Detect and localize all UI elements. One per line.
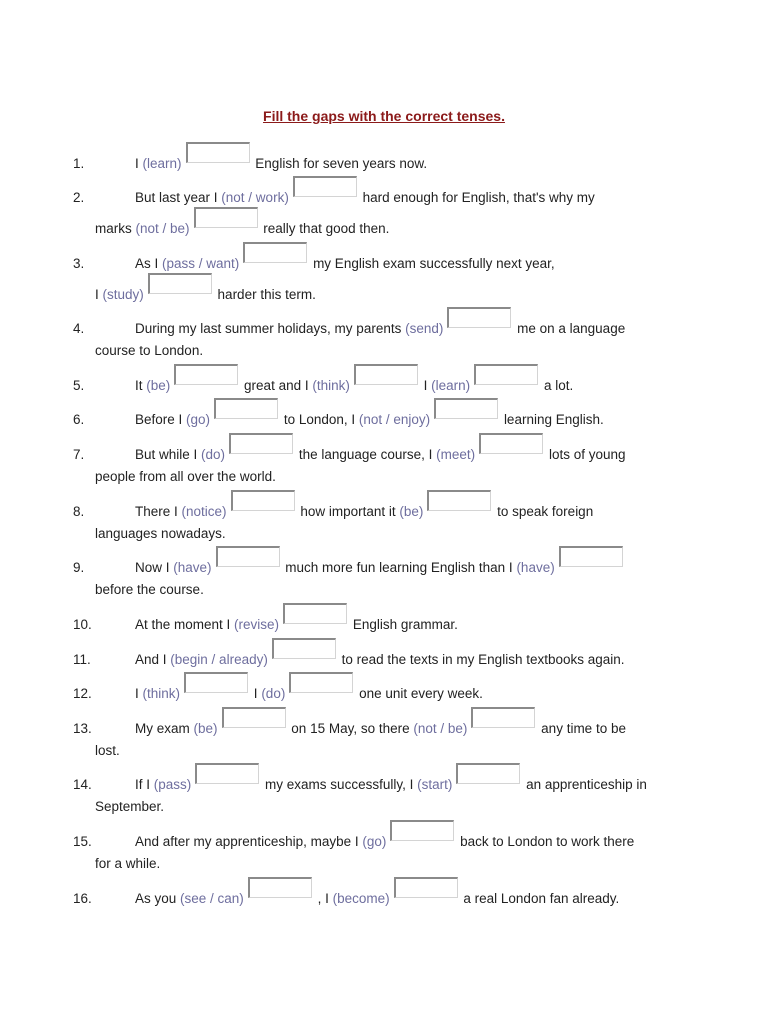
answer-gap-input[interactable]: [479, 433, 543, 454]
sentence-text: really that good then.: [263, 221, 390, 236]
answer-gap-input[interactable]: [427, 490, 491, 511]
item-number: 16.: [73, 891, 92, 906]
answer-gap-input[interactable]: [474, 364, 538, 385]
sentence-text: the language course, I: [298, 447, 437, 462]
sentence-text: languages nowadays.: [95, 526, 226, 541]
item-number: 9.: [73, 560, 85, 575]
item-number: 15.: [73, 834, 92, 849]
verb-hint: (go): [186, 412, 211, 427]
sentence-line: [135, 890, 619, 908]
sentence-text: , I: [317, 891, 333, 906]
sentence-text: people from all over the world.: [95, 469, 276, 484]
sentence-text: And I: [135, 652, 171, 667]
sentence-line: [95, 468, 276, 486]
verb-hint: (see / can): [180, 891, 244, 906]
sentence-text: lost.: [95, 743, 120, 758]
sentence-text: any time to be: [541, 721, 626, 736]
verb-hint: (think): [142, 686, 181, 701]
sentence-text: English grammar.: [352, 617, 458, 632]
sentence-text: hard enough for English, that's why my: [362, 190, 595, 205]
answer-gap-input[interactable]: [447, 307, 511, 328]
verb-hint: (be): [146, 378, 171, 393]
verb-hint: (not / be): [135, 221, 190, 236]
sentence-line: [135, 651, 625, 669]
item-number: 7.: [73, 447, 85, 462]
sentence-text: before the course.: [95, 582, 204, 597]
answer-gap-input[interactable]: [195, 763, 259, 784]
verb-hint: (send): [405, 321, 444, 336]
verb-hint: (think): [312, 378, 350, 393]
sentence-text: my exams successfully, I: [265, 777, 418, 792]
verb-hint: (begin / already): [170, 652, 268, 667]
answer-gap-input[interactable]: [194, 207, 258, 228]
verb-hint: (pass / want): [162, 256, 240, 271]
verb-hint: (study): [102, 287, 144, 302]
item-number: 1.: [73, 156, 85, 171]
sentence-text: to read the texts in my English textbooks again.: [341, 652, 625, 667]
answer-gap-input[interactable]: [471, 707, 535, 728]
sentence-line: [135, 446, 626, 464]
sentence-text: But last year I: [135, 190, 222, 205]
sentence-text: back to London to work there: [460, 834, 635, 849]
sentence-text: me on a language: [517, 321, 626, 336]
verb-hint: (start): [417, 777, 453, 792]
sentence-text: There I: [135, 504, 182, 519]
sentence-text: I: [135, 156, 143, 171]
verb-hint: (notice): [181, 504, 227, 519]
sentence-line: [135, 411, 604, 429]
answer-gap-input[interactable]: [231, 490, 295, 511]
answer-gap-input[interactable]: [394, 877, 458, 898]
sentence-text: Now I: [135, 560, 174, 575]
sentence-text: I: [423, 378, 432, 393]
sentence-line: [95, 342, 203, 360]
sentence-line: [95, 855, 160, 873]
item-number: 4.: [73, 321, 85, 336]
sentence-text: If I: [135, 777, 154, 792]
item-number: 6.: [73, 412, 85, 427]
verb-hint: (have): [516, 560, 555, 575]
sentence-text: a lot.: [543, 378, 574, 393]
sentence-text: my English exam successfully next year,: [313, 256, 555, 271]
sentence-text: My exam: [135, 721, 194, 736]
item-number: 13.: [73, 721, 92, 736]
answer-gap-input[interactable]: [174, 364, 238, 385]
sentence-line: [135, 503, 593, 521]
answer-gap-input[interactable]: [186, 142, 250, 163]
answer-gap-input[interactable]: [289, 672, 353, 693]
sentence-line: [135, 255, 555, 273]
verb-hint: (pass): [153, 777, 192, 792]
answer-gap-input[interactable]: [214, 398, 278, 419]
answer-gap-input[interactable]: [354, 364, 418, 385]
sentence-text: As you: [135, 891, 181, 906]
sentence-line: [95, 581, 204, 599]
sentence-text: course to London.: [95, 343, 204, 358]
sentence-text: And after my apprenticeship, maybe I: [135, 834, 363, 849]
sentence-text: how important it: [300, 504, 400, 519]
sentence-text: I: [135, 686, 143, 701]
answer-gap-input[interactable]: [272, 638, 336, 659]
answer-gap-input[interactable]: [216, 546, 280, 567]
answer-gap-input[interactable]: [243, 242, 307, 263]
item-number: 3.: [73, 256, 85, 271]
sentence-text: At the moment I: [135, 617, 235, 632]
sentence-text: English for seven years now.: [255, 156, 428, 171]
answer-gap-input[interactable]: [283, 603, 347, 624]
verb-hint: (meet): [436, 447, 476, 462]
verb-hint: (not / enjoy): [358, 412, 431, 427]
verb-hint: (not / be): [413, 721, 468, 736]
sentence-text: During my last summer holidays, my parents: [135, 321, 406, 336]
answer-gap-input[interactable]: [434, 398, 498, 419]
sentence-line: [135, 559, 625, 577]
verb-hint: (go): [362, 834, 387, 849]
sentence-text: great and I: [244, 378, 313, 393]
verb-hint: (not / work): [221, 190, 289, 205]
sentence-text: for a while.: [95, 856, 161, 871]
sentence-text: an apprenticeship in: [526, 777, 647, 792]
answer-gap-input[interactable]: [229, 433, 293, 454]
item-number: 10.: [73, 617, 92, 632]
verb-hint: (do): [201, 447, 226, 462]
verb-hint: (revise): [234, 617, 280, 632]
answer-gap-input[interactable]: [248, 877, 312, 898]
verb-hint: (learn): [431, 378, 471, 393]
sentence-text: But while I: [135, 447, 202, 462]
sentence-text: I: [95, 287, 103, 302]
answer-gap-input[interactable]: [559, 546, 623, 567]
sentence-line: [135, 833, 634, 851]
sentence-text: learning English.: [503, 412, 604, 427]
sentence-line: [135, 720, 626, 738]
answer-gap-input[interactable]: [390, 820, 454, 841]
sentence-text: on 15 May, so there: [291, 721, 414, 736]
verb-hint: (be): [399, 504, 424, 519]
item-number: 12.: [73, 686, 92, 701]
verb-hint: (do): [261, 686, 286, 701]
answer-gap-input[interactable]: [184, 672, 248, 693]
sentence-line: [135, 155, 427, 173]
sentence-text: I: [253, 686, 262, 701]
worksheet-title: Fill the gaps with the correct tenses.: [263, 108, 505, 124]
answer-gap-input[interactable]: [293, 176, 357, 197]
item-number: 11.: [73, 652, 91, 667]
item-number: 14.: [73, 777, 92, 792]
answer-gap-input[interactable]: [222, 707, 286, 728]
sentence-text: As I: [135, 256, 163, 271]
verb-hint: (be): [193, 721, 218, 736]
sentence-text: harder this term.: [217, 287, 316, 302]
sentence-text: to speak foreign: [497, 504, 594, 519]
answer-gap-input[interactable]: [456, 763, 520, 784]
verb-hint: (become): [332, 891, 390, 906]
sentence-line: [135, 189, 595, 207]
sentence-text: one unit every week.: [359, 686, 483, 701]
sentence-line: [135, 320, 625, 338]
sentence-text: to London, I: [283, 412, 359, 427]
item-number: 8.: [73, 504, 85, 519]
verb-hint: (learn): [142, 156, 182, 171]
sentence-text: September.: [95, 799, 165, 814]
sentence-line: [95, 798, 164, 816]
sentence-text: lots of young: [548, 447, 626, 462]
verb-hint: (have): [173, 560, 212, 575]
sentence-text: a real London fan already.: [463, 891, 620, 906]
sentence-text: Before I: [135, 412, 187, 427]
sentence-line: [95, 742, 120, 760]
answer-gap-input[interactable]: [148, 273, 212, 294]
sentence-text: It: [135, 378, 147, 393]
item-number: 5.: [73, 378, 85, 393]
item-number: 2.: [73, 190, 85, 205]
sentence-text: marks: [95, 221, 136, 236]
sentence-line: [95, 525, 226, 543]
sentence-text: much more fun learning English than I: [285, 560, 517, 575]
